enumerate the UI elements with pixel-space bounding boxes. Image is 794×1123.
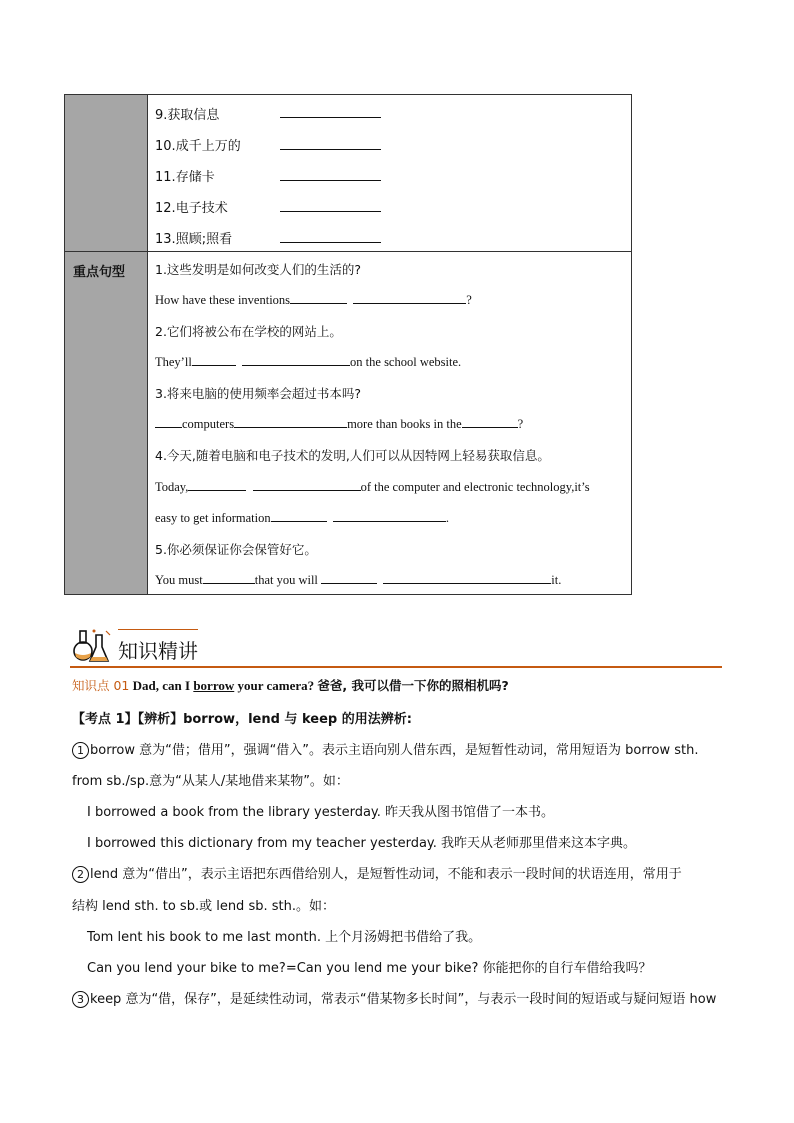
sentence-1-en: How have these inventions ?: [155, 293, 472, 307]
sentence-2-cn: 2.它们将被公布在学校的网站上。: [155, 324, 342, 339]
blank[interactable]: [333, 509, 446, 522]
sentence-4-en-b: easy to get information .: [155, 511, 449, 525]
flask-icon: [70, 627, 112, 670]
section-title: 知识精讲: [118, 639, 198, 663]
vocab-item-10: 10.成千上万的: [155, 139, 241, 154]
vocab-blank-11[interactable]: [280, 180, 381, 181]
sentence-2-en: They’ll on the school website.: [155, 355, 462, 369]
blank[interactable]: [383, 571, 551, 584]
blank[interactable]: [271, 509, 327, 522]
vocab-item-11: 11.存储卡: [155, 170, 215, 185]
kaodian-heading: 【考点 1】【辨析】borrow，lend 与 keep 的用法辨析:: [72, 712, 412, 727]
blank[interactable]: [290, 291, 347, 304]
blank[interactable]: [192, 353, 236, 366]
blank[interactable]: [188, 478, 246, 491]
key-sentences-label: 重点句型: [73, 265, 126, 280]
vocab-item-12: 12.电子技术: [155, 201, 228, 216]
vocab-blank-13[interactable]: [280, 242, 381, 243]
example-4: Can you lend your bike to me?=Can you lend me your bike? 你能把你的自行车借给我吗？: [87, 961, 652, 976]
point-1-line-1: 1 borrow 意为“借；借用”，强调“借入”。表示主语向别人借东西，是短暂性动词，常用短语为 borrow sth.: [72, 739, 699, 759]
blank[interactable]: [203, 571, 255, 584]
sentence-5-en: You must that you will it.: [155, 573, 562, 587]
blank[interactable]: [242, 353, 350, 366]
title-overline: [118, 629, 198, 630]
vocab-blank-9[interactable]: [280, 117, 381, 118]
table-label-column: [65, 95, 148, 594]
point-1-line-2: from sb./sp.意为“从某人/某地借来某物”。如：: [72, 774, 349, 789]
vocab-sentence-table: [64, 94, 632, 595]
vocab-item-13: 13.照顾;照看: [155, 232, 233, 247]
point-3-line-1: 3 keep 意为“借，保存”，是延续性动词，常表示“借某物多长时间”，与表示一段时间的短语或与疑问短语 how: [72, 988, 716, 1008]
table-row-divider: [65, 251, 631, 252]
section-rule: [70, 666, 722, 668]
example-3: Tom lent his book to me last month. 上个月汤姆把书借给了我。: [87, 930, 482, 945]
sentence-4-en-a: Today, of the computer and electronic technology,it’s: [155, 480, 590, 494]
sentence-5-cn: 5.你必须保证你会保管好它。: [155, 542, 317, 557]
sentence-3-en: computers more than books in the ?: [155, 415, 523, 432]
point-2-line-1: 2 lend 意为“借出”，表示主语把东西借给别人，是短暂性动词，不能和表示一段时间的状语连用，常用于: [72, 863, 682, 883]
blank[interactable]: [155, 415, 182, 428]
section-header: [70, 625, 722, 669]
example-1: I borrowed a book from the library yesterday. 昨天我从图书馆借了一本书。: [87, 805, 555, 820]
blank[interactable]: [462, 415, 518, 428]
vocab-blank-10[interactable]: [280, 149, 381, 150]
blank[interactable]: [253, 478, 361, 491]
sentence-1-cn: 1.这些发明是如何改变人们的生活的?: [155, 262, 362, 277]
vocab-item-9: 9.获取信息: [155, 108, 220, 123]
blank[interactable]: [234, 415, 347, 428]
sentence-3-cn: 3.将来电脑的使用频率会超过书本吗?: [155, 386, 362, 401]
blank[interactable]: [353, 291, 466, 304]
point-2-line-2: 结构 lend sth. to sb.或 lend sb. sth.。如：: [72, 899, 335, 914]
vocab-blank-12[interactable]: [280, 211, 381, 212]
knowledge-point-heading: 知识点 01 Dad, can I borrow your camera? 爸爸, 我可以借一下你的照相机吗?: [72, 678, 509, 693]
sentence-4-cn: 4.今天,随着电脑和电子技术的发明,人们可以从因特网上轻易获取信息。: [155, 448, 550, 463]
blank[interactable]: [321, 571, 377, 584]
example-2: I borrowed this dictionary from my teacher yesterday. 我昨天从老师那里借来这本字典。: [87, 836, 637, 851]
